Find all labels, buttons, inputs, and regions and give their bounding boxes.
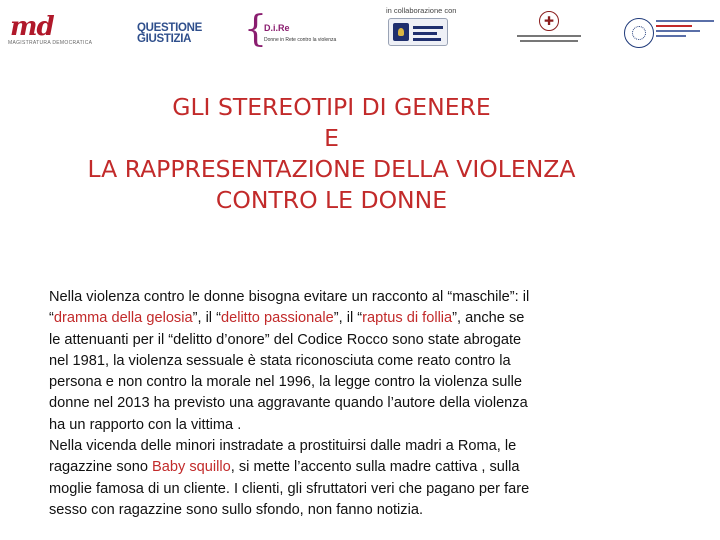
dire-logo-subtitle: Donne in Rete contro la violenza [264, 37, 337, 43]
body-line: Nella vicenda delle minori instradate a prostituirsi dalle madri a Roma, le [49, 438, 517, 455]
body-text: ragazzine sono [49, 459, 153, 476]
dire-logo-title: D.i.Re [264, 23, 290, 33]
md-logo-caption: MAGISTRATURA DEMOCRATICA [8, 40, 93, 46]
title-line: LA RAPPRESENTAZIONE DELLA VIOLENZA [87, 155, 576, 183]
highlighted-phrase: Baby squillo [152, 459, 231, 476]
body-text: “ [49, 310, 54, 327]
body-line: persona e non contro la morale nel 1996, la legge contro la violenza sulle [49, 374, 522, 391]
md-logo [8, 14, 104, 50]
body-line: nel 1981, la violenza sessuale è stata riconosciuta come reato contro la [49, 352, 511, 369]
dire-logo [244, 11, 354, 53]
body-text: ”, anche se [452, 310, 525, 327]
partner-logo-3 [624, 16, 716, 52]
slide-title [0, 92, 663, 216]
highlighted-phrase: raptus di follia [362, 310, 453, 327]
body-line: donne nel 2013 ha previsto una aggravante quando l’autore della violenza [49, 395, 528, 412]
qg-logo-line-1: QUESTIONE [137, 22, 203, 34]
title-line: E [324, 124, 339, 152]
body-line: le attenuanti per il “delitto d’onore” del Codice Rocco sono state abrogate [49, 331, 522, 348]
dire-brace-icon: { [244, 9, 267, 50]
highlighted-phrase: delitto passionale [220, 310, 334, 327]
collaboration-label: in collaborazione con [386, 6, 457, 15]
logo-bar [0, 0, 720, 60]
partner-wordmark-graphic [515, 35, 583, 45]
partner-logo-2 [515, 11, 583, 51]
body-line: moglie famosa di un cliente. I clienti, gli sfruttatori veri che pagano per fare [49, 480, 530, 497]
body-text: , si mette l’accento sulla madre cattiva , sulla [230, 459, 520, 476]
body-line [49, 457, 649, 478]
body-text: ”, il “ [333, 310, 363, 327]
body-line: Nella violenza contro le donne bisogna evitare un racconto al “maschile”: il [49, 289, 530, 305]
body-line: sesso con ragazzine sono sullo sfondo, non fanno notizia. [49, 501, 424, 518]
title-line: CONTRO LE DONNE [215, 186, 448, 214]
seal-icon [624, 18, 654, 48]
partner-emblem-icon [393, 23, 409, 41]
title-line: GLI STEREOTIPI DI GENERE [172, 93, 491, 121]
cross-emblem-icon: ✚ [539, 11, 559, 31]
md-logo-mark: md [10, 12, 54, 42]
body-text: ”, il “ [192, 310, 221, 327]
partner-logo-1 [388, 18, 448, 46]
slide-body [49, 287, 649, 521]
questione-giustizia-logo [137, 23, 211, 47]
qg-logo-line-2: GIUSTIZIA [137, 33, 192, 45]
highlighted-phrase: dramma della gelosia [53, 310, 193, 327]
partner-wordmark-graphic [413, 26, 443, 44]
body-line [49, 308, 649, 329]
body-line: ha un rapporto con la vittima . [49, 416, 242, 433]
partner-wordmark-graphic [656, 20, 716, 40]
